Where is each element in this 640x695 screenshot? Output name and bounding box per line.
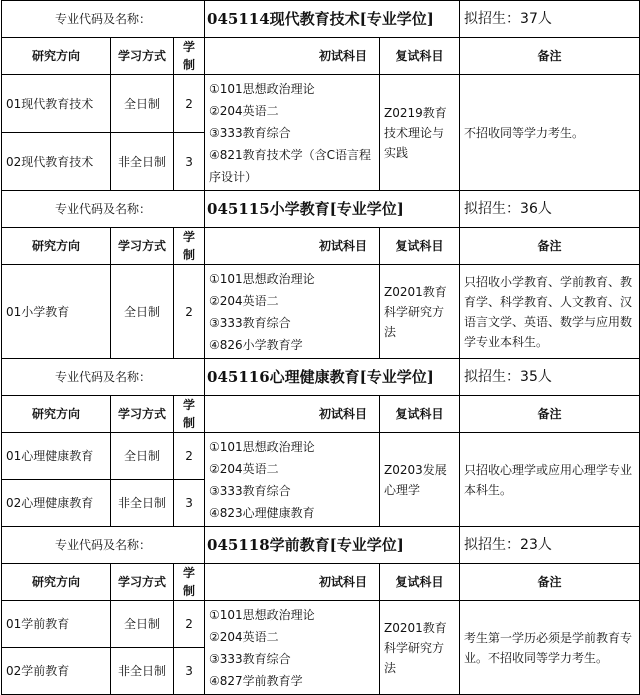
direction: 02学前教育 (2, 648, 111, 695)
table-row (2, 433, 640, 480)
section-label: 专业代码及名称： (2, 191, 205, 228)
col-retest: 复试科目 (380, 396, 460, 433)
duration: 2 (174, 433, 205, 480)
exam-subject: ①101思想政治理论 (209, 271, 315, 286)
col-note: 备注 (460, 38, 640, 75)
exam-subjects (205, 601, 380, 695)
col-direction: 研究方向 (2, 396, 111, 433)
col-direction: 研究方向 (2, 564, 111, 601)
direction: 02心理健康教育 (2, 480, 111, 527)
retest-subject: Z0201教育科学研究方法 (380, 265, 460, 359)
col-years: 学制 (174, 564, 205, 601)
section-label: 专业代码及名称： (2, 359, 205, 396)
col-mode: 学习方式 (111, 564, 174, 601)
col-retest: 复试科目 (380, 38, 460, 75)
col-direction: 研究方向 (2, 38, 111, 75)
exam-subject: ③333教育综合 (209, 483, 291, 498)
quota: 拟招生：23人 (460, 527, 640, 564)
exam-subject: ④826小学教育学 (209, 337, 303, 352)
exam-subject: ④821教育技术学（含C语言程序设计） (209, 147, 372, 184)
section-label: 专业代码及名称： (2, 1, 205, 38)
section-header (2, 359, 640, 396)
direction: 02现代教育技术 (2, 133, 111, 191)
exam-subject: ①101思想政治理论 (209, 607, 315, 622)
section-header (2, 1, 640, 38)
duration: 2 (174, 601, 205, 648)
duration: 3 (174, 648, 205, 695)
col-years: 学制 (174, 396, 205, 433)
note: 只招收心理学或应用心理学专业本科生。 (460, 433, 640, 527)
exam-subject: ③333教育综合 (209, 651, 291, 666)
exam-subject: ②204英语二 (209, 629, 279, 644)
exam-subject: ③333教育综合 (209, 125, 291, 140)
duration: 2 (174, 75, 205, 133)
study-mode: 非全日制 (111, 648, 174, 695)
table-row (2, 265, 640, 359)
col-exam: 初试科目 (205, 564, 380, 601)
duration: 2 (174, 265, 205, 359)
table-row (2, 601, 640, 648)
exam-subject: ②204英语二 (209, 461, 279, 476)
study-mode: 全日制 (111, 75, 174, 133)
admissions-table (1, 0, 640, 695)
col-note: 备注 (460, 564, 640, 601)
exam-subject: ②204英语二 (209, 103, 279, 118)
direction: 01现代教育技术 (2, 75, 111, 133)
exam-subjects (205, 265, 380, 359)
col-mode: 学习方式 (111, 396, 174, 433)
quota: 拟招生：35人 (460, 359, 640, 396)
quota: 拟招生：37人 (460, 1, 640, 38)
exam-subject: ①101思想政治理论 (209, 439, 315, 454)
exam-subject: ①101思想政治理论 (209, 81, 315, 96)
study-mode: 非全日制 (111, 480, 174, 527)
section-header (2, 191, 640, 228)
retest-subject: Z0203发展心理学 (380, 433, 460, 527)
exam-subject: ④827学前教育学 (209, 673, 303, 688)
exam-subject: ③333教育综合 (209, 315, 291, 330)
col-direction: 研究方向 (2, 228, 111, 265)
direction: 01小学教育 (2, 265, 111, 359)
table-row (2, 75, 640, 133)
retest-subject: Z0201教育科学研究方法 (380, 601, 460, 695)
study-mode: 全日制 (111, 265, 174, 359)
study-mode: 非全日制 (111, 133, 174, 191)
exam-subjects (205, 75, 380, 191)
study-mode: 全日制 (111, 433, 174, 480)
direction: 01学前教育 (2, 601, 111, 648)
program-name: 045114现代教育技术[专业学位] (205, 1, 460, 38)
column-header-row (2, 396, 640, 433)
direction: 01心理健康教育 (2, 433, 111, 480)
note: 不招收同等学力考生。 (460, 75, 640, 191)
retest-subject: Z0219教育技术理论与实践 (380, 75, 460, 191)
study-mode: 全日制 (111, 601, 174, 648)
column-header-row (2, 38, 640, 75)
col-retest: 复试科目 (380, 228, 460, 265)
column-header-row (2, 564, 640, 601)
exam-subject: ②204英语二 (209, 293, 279, 308)
col-exam: 初试科目 (205, 38, 380, 75)
col-exam: 初试科目 (205, 396, 380, 433)
col-mode: 学习方式 (111, 38, 174, 75)
program-name: 045115小学教育[专业学位] (205, 191, 460, 228)
program-name: 045118学前教育[专业学位] (205, 527, 460, 564)
col-mode: 学习方式 (111, 228, 174, 265)
exam-subjects (205, 433, 380, 527)
column-header-row (2, 228, 640, 265)
quota: 拟招生：36人 (460, 191, 640, 228)
col-years: 学制 (174, 38, 205, 75)
col-note: 备注 (460, 228, 640, 265)
col-exam: 初试科目 (205, 228, 380, 265)
note: 只招收小学教育、学前教育、教育学、科学教育、人文教育、汉语言文学、英语、数学与应用数学专业本科生。 (460, 265, 640, 359)
section-label: 专业代码及名称： (2, 527, 205, 564)
col-retest: 复试科目 (380, 564, 460, 601)
duration: 3 (174, 480, 205, 527)
section-header (2, 527, 640, 564)
duration: 3 (174, 133, 205, 191)
col-note: 备注 (460, 396, 640, 433)
program-name: 045116心理健康教育[专业学位] (205, 359, 460, 396)
col-years: 学制 (174, 228, 205, 265)
exam-subject: ④823心理健康教育 (209, 505, 315, 520)
note: 考生第一学历必须是学前教育专业。不招收同等学力考生。 (460, 601, 640, 695)
